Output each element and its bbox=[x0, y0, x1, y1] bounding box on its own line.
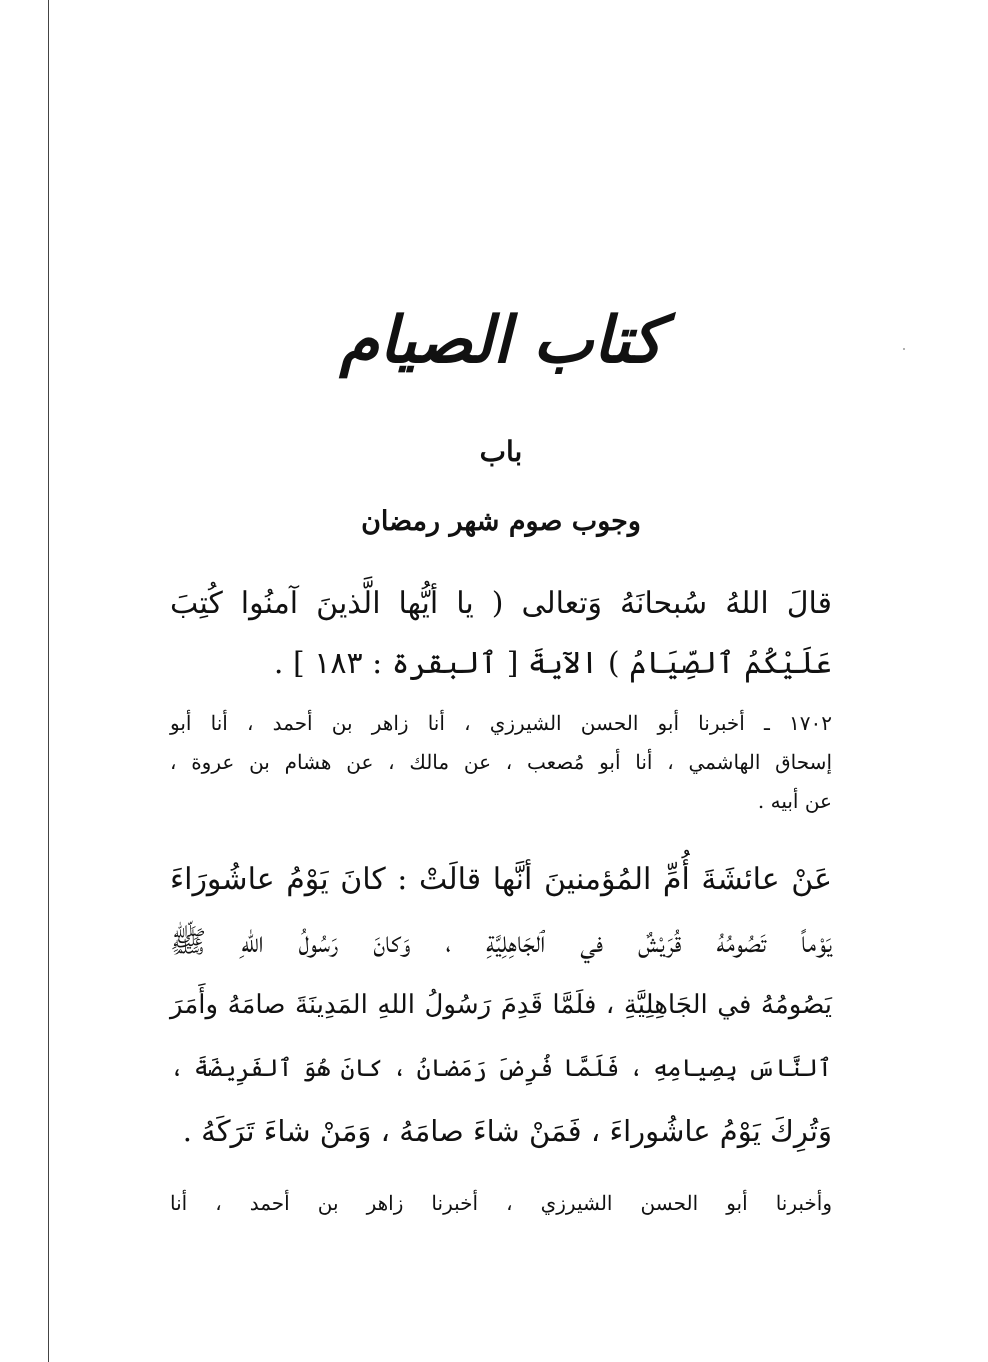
hadith-line: يَصُومُهُ في الجَاهِلِيَّةِ ، فلَمَّا قَدِمَ رَسُولُ اللهِ المَدِينَةَ صامَهُ وأَمَرَ bbox=[170, 990, 832, 1020]
page-gutter-line bbox=[48, 0, 49, 1362]
hadith-text bbox=[170, 848, 832, 1163]
chapter-label: باب bbox=[479, 435, 523, 468]
hadith-line: عَنْ عائشَةَ أُمِّ المُؤمنينَ أنَّها قالَتْ : كانَ يَوْمُ عاشُورَاءَ bbox=[170, 862, 832, 897]
hadith-line: ٱلنَّاسَ بِصِيامِهِ ، فَلَمَّا فُرِضَ رَمَضانُ ، كانَ هُوَ ٱلفَرِيضَةَ ، bbox=[170, 1054, 832, 1082]
isnad-line: ١٧٠٢ ـ أخبرنا أبو الحسن الشيرزي ، أنا زاهر بن أحمد ، أنا أبو bbox=[170, 711, 832, 735]
hadith-line: يَوْماً تَصُومُهُ قُرَيْشٌ في ٱلجَاهِلِيَّةِ ، وَكانَ رَسُولُ اللهِ ﷺ bbox=[170, 925, 832, 960]
isnad-paragraph bbox=[170, 704, 832, 821]
quran-passage bbox=[170, 574, 832, 694]
continuation-line: وأخبرنا أبو الحسن الشيرزي ، أخبرنا زاهر بن أحمد ، أنا bbox=[170, 1191, 832, 1215]
quran-line: عَلَيْكُمُ ٱلصِّيَامُ ) الآيةَ [ ٱلبقرة : ١٨٣ ] . bbox=[273, 646, 832, 681]
book-title: كتاب الصيام bbox=[339, 303, 663, 378]
isnad-line: إسحاق الهاشمي ، أنا أبو مُصعب ، عن مالك ، عن هشام بن عروة ، bbox=[170, 750, 832, 774]
scan-speck bbox=[903, 348, 905, 350]
isnad-line: عن أبيه . bbox=[757, 789, 832, 813]
quran-line: قالَ اللهُ سُبحانَهُ وَتعالى ( يا أيُّها الَّذينَ آمنُوا كُتِبَ bbox=[170, 586, 832, 621]
hadith-line: وَتُرِكَ يَوْمُ عاشُوراءَ ، فَمَنْ شاءَ صامَهُ ، وَمَنْ شاءَ تَرَكَهُ . bbox=[182, 1114, 832, 1148]
continuation-paragraph bbox=[170, 1184, 832, 1223]
book-page bbox=[170, 0, 832, 1362]
chapter-title: وجوب صوم شهر رمضان bbox=[361, 506, 641, 537]
